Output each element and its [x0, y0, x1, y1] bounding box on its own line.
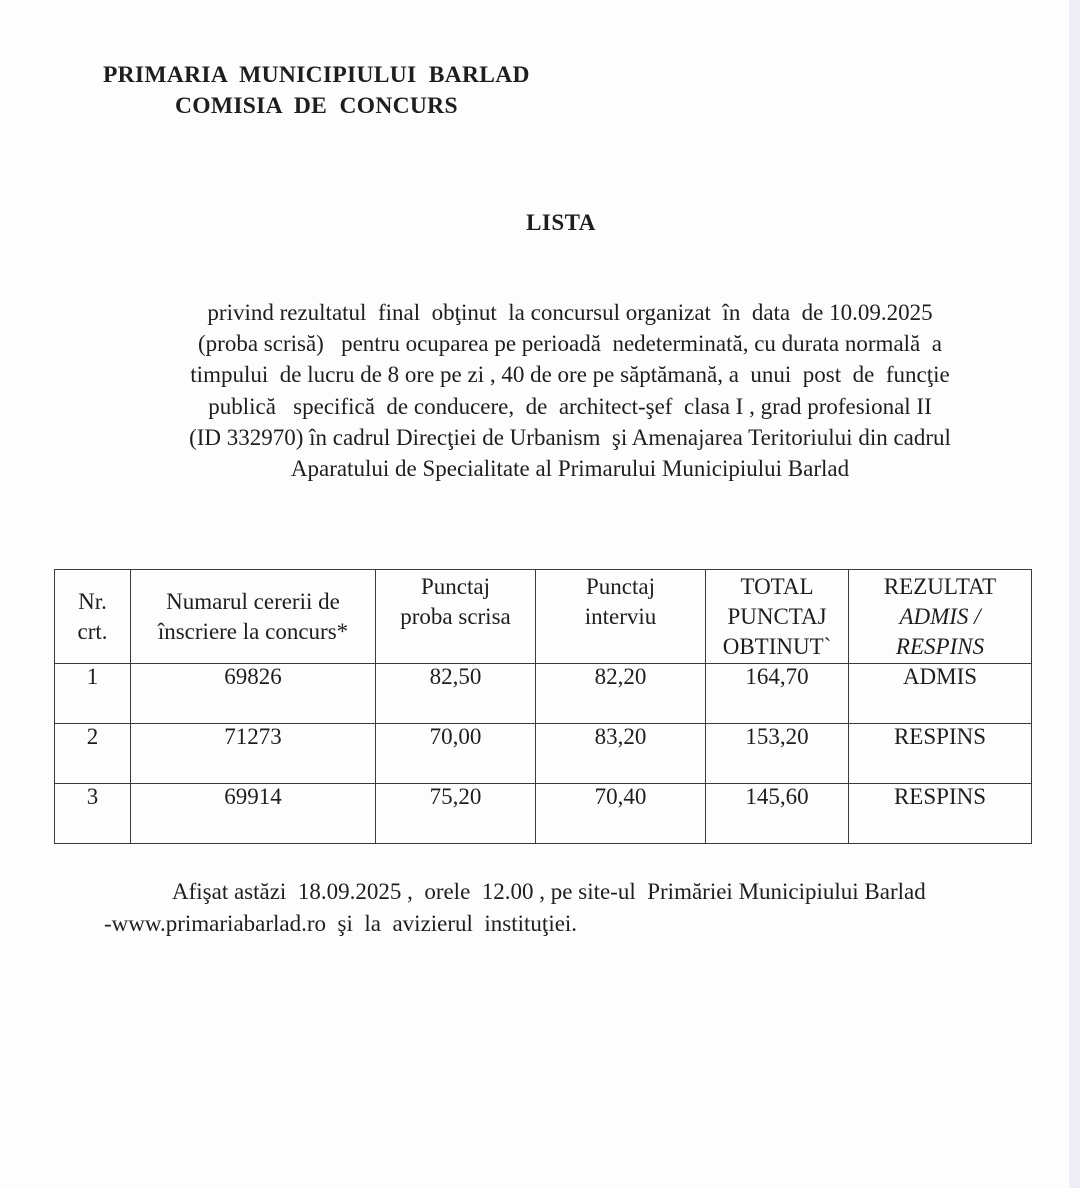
intro-line: (proba scrisă) pentru ocuparea pe perioadă nedeterminată, cu durata normală a — [198, 331, 942, 357]
cell-nr: 1 — [55, 664, 131, 724]
commission-name: COMISIA DE CONCURS — [175, 93, 458, 119]
header-nr-crt: Nr. crt. — [55, 570, 131, 664]
cell-total: 145,60 — [706, 784, 849, 844]
cell-total: 164,70 — [706, 664, 849, 724]
cell-interviu: 83,20 — [536, 724, 706, 784]
intro-line: Aparatului de Specialitate al Primarului Municipiului Barlad — [290, 456, 850, 482]
cell-cerere: 69826 — [131, 664, 376, 724]
header-rezultat: REZULTAT ADMIS / RESPINS — [849, 570, 1032, 664]
cell-proba-scrisa: 75,20 — [376, 784, 536, 844]
page-edge-strip — [1069, 0, 1080, 1188]
cell-nr: 2 — [55, 724, 131, 784]
table-row — [55, 784, 1032, 844]
posting-notice — [104, 876, 926, 940]
posting-notice-line: Afişat astăzi 18.09.2025 , orele 12.00 , pe site-ul Primăriei Municipiului Barlad — [172, 879, 926, 904]
table-row — [55, 664, 1032, 724]
cell-proba-scrisa: 82,50 — [376, 664, 536, 724]
institution-name: PRIMARIA MUNICIPIULUI BARLAD — [103, 62, 530, 88]
header-punctaj-interviu: Punctaj interviu — [536, 570, 706, 664]
cell-interviu: 82,20 — [536, 664, 706, 724]
posting-notice-line: -www.primariabarlad.ro şi la avizierul instituţiei. — [104, 911, 578, 936]
header-total-punctaj: TOTAL PUNCTAJ OBTINUT` — [706, 570, 849, 664]
intro-paragraph — [120, 297, 1020, 484]
cell-rezultat: RESPINS — [849, 724, 1032, 784]
intro-line: publică specifică de conducere, de architect-şef clasa I , grad profesional II — [208, 393, 932, 419]
intro-line: timpului de lucru de 8 ore pe zi , 40 de ore pe săptămană, a unui post de funcţie — [190, 362, 950, 388]
header-punctaj-proba-scrisa: Punctaj proba scrisa — [376, 570, 536, 664]
cell-interviu: 70,40 — [536, 784, 706, 844]
table-header-row — [55, 570, 1032, 664]
cell-rezultat: RESPINS — [849, 784, 1032, 844]
cell-nr: 3 — [55, 784, 131, 844]
header-numar-cerere: Numarul cererii de înscriere la concurs* — [131, 570, 376, 664]
document-title: LISTA — [526, 210, 596, 235]
cell-cerere: 69914 — [131, 784, 376, 844]
results-table — [54, 569, 1032, 844]
cell-proba-scrisa: 70,00 — [376, 724, 536, 784]
intro-line: privind rezultatul final obţinut la concursul organizat în data de 10.09.2025 — [207, 300, 933, 325]
document-header — [103, 60, 530, 122]
cell-cerere: 71273 — [131, 724, 376, 784]
table-row — [55, 724, 1032, 784]
intro-line: (ID 332970) în cadrul Direcţiei de Urbanism şi Amenajarea Teritoriului din cadrul — [189, 424, 951, 450]
cell-total: 153,20 — [706, 724, 849, 784]
cell-rezultat: ADMIS — [849, 664, 1032, 724]
